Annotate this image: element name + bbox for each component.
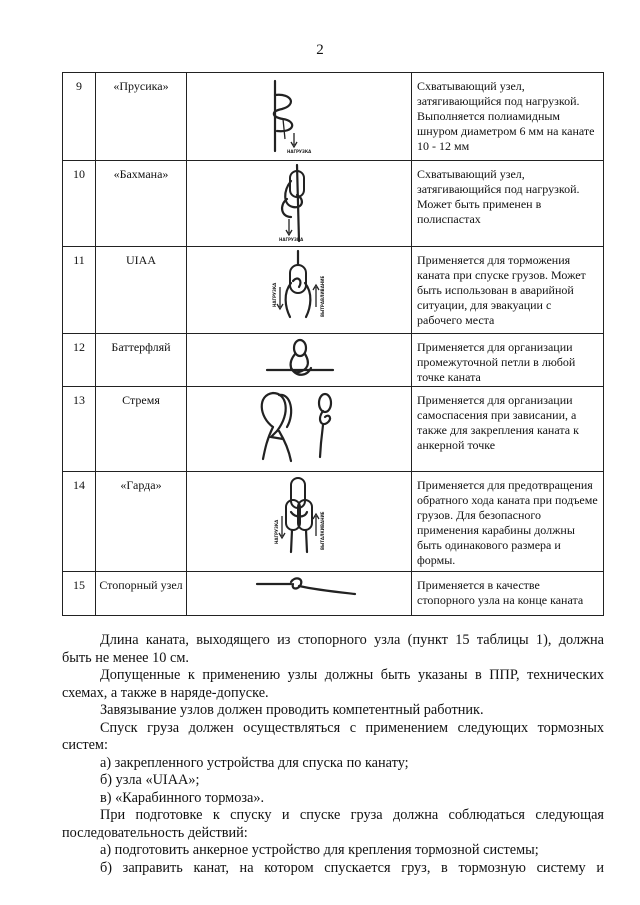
knot-description: Схватывающий узел, затягивающийся под нагрузкой. Может быть применен в полиспастах xyxy=(412,161,604,247)
list-item: в) «Карабинного тормоза». xyxy=(100,789,265,806)
paragraph-line: систем: xyxy=(62,737,108,753)
pushout-label: ВЫТАЛКИВАНИЕ xyxy=(320,511,325,550)
bachmann-knot-drawing xyxy=(187,161,412,247)
paragraph-line: последовательность действий: xyxy=(62,824,248,841)
table-row xyxy=(63,73,604,161)
knot-description: Применяется в качестве стопорного узла на конце каната xyxy=(412,572,604,616)
knot-description: Схватывающий узел, затягивающийся под нагрузкой. Выполняется полиамидным шнуром диаметром 6 мм на канате 10 - 12 мм xyxy=(412,73,604,161)
list-item: а) подготовить анкерное устройство для крепления тормозной системы; xyxy=(100,842,539,858)
knot-name: «Бахмана» xyxy=(96,161,187,247)
knot-name: UIAA xyxy=(96,247,187,334)
knot-description: Применяется для организации промежуточной петли в любой точке каната xyxy=(412,334,604,387)
knot-description: Применяется для торможения каната при спуске грузов. Может быть использован в аварийной ситуации, для эвакуации с рабочего места xyxy=(412,247,604,334)
table-row xyxy=(63,572,604,616)
load-label: НАГРУЗКА xyxy=(287,149,312,154)
knot-name: Стопорный узел xyxy=(96,572,187,616)
page-number: 2 xyxy=(316,42,324,58)
stirrup-knot-drawing xyxy=(187,387,412,472)
row-number: 11 xyxy=(63,247,96,334)
load-label: НАГРУЗКА xyxy=(279,237,304,242)
table-row xyxy=(63,334,604,387)
load-label: НАГРУЗКА xyxy=(272,282,277,307)
stopper-knot-drawing xyxy=(187,572,412,616)
knot-name: Баттерфляй xyxy=(96,334,187,387)
row-number: 12 xyxy=(63,334,96,387)
list-item: б) узла «UIAA»; xyxy=(100,772,200,788)
uiaa-knot-drawing xyxy=(187,247,412,334)
list-item: а) закрепленного устройства для спуска по канату; xyxy=(100,754,409,771)
paragraph-line: быть не менее 10 см. xyxy=(62,649,189,666)
paragraph-line: При подготовке к спуску и спуске груза должна соблюдаться следующая xyxy=(100,807,604,823)
paragraph-line: Спуск груза должен осуществляться с применением следующих тормозных xyxy=(100,719,604,736)
row-number: 10 xyxy=(63,161,96,247)
garda-knot-drawing xyxy=(187,472,412,572)
knot-name: «Гарда» xyxy=(96,472,187,572)
list-item: б) заправить канат, на котором спускается груз, в тормозную систему и xyxy=(100,859,604,876)
table-row xyxy=(63,161,604,247)
prusik-knot-drawing xyxy=(187,73,412,161)
paragraph-line: Завязывание узлов должен проводить компетентный работник. xyxy=(100,702,484,718)
row-number: 14 xyxy=(63,472,96,572)
paragraph-line: схемах, а также в наряде-допуске. xyxy=(62,684,269,701)
load-label: НАГРУЗКА xyxy=(274,519,279,544)
paragraph-line: Допущенные к применению узлы должны быть указаны в ППР, технических xyxy=(100,667,604,683)
knot-description: Применяется для организации самоспасения при зависании, а также для закрепления каната к анкерной точке xyxy=(412,387,604,472)
row-number: 13 xyxy=(63,387,96,472)
table-row xyxy=(63,472,604,572)
knot-description: Применяется для предотвращения обратного хода каната при подъеме грузов. Для безопасного применения карабины должны быть одинакового размера и формы. xyxy=(412,472,604,572)
butterfly-knot-drawing xyxy=(187,334,412,387)
knots-table xyxy=(62,72,604,616)
body-text xyxy=(62,632,604,877)
paragraph-line: Длина каната, выходящего из стопорного узла (пункт 15 таблицы 1), должна xyxy=(100,632,604,648)
knot-name: «Прусика» xyxy=(96,73,187,161)
row-number: 9 xyxy=(63,73,96,161)
release-label: ВЫТРАВЛИВАНИЕ xyxy=(320,275,325,317)
table-row xyxy=(63,247,604,334)
table-row xyxy=(63,387,604,472)
row-number: 15 xyxy=(63,572,96,616)
knot-name: Стремя xyxy=(96,387,187,472)
